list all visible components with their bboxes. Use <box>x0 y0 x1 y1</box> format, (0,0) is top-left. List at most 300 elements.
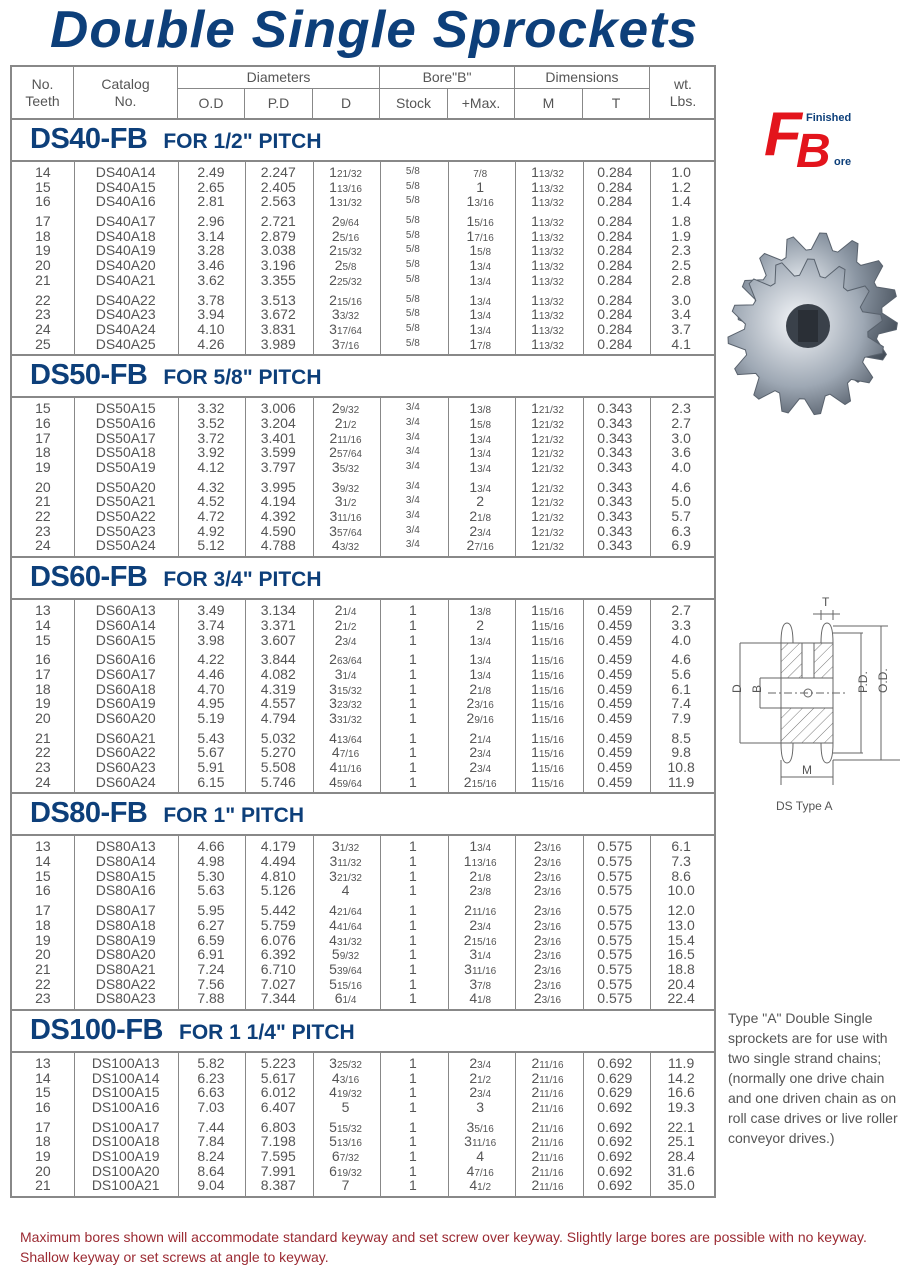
cell-m: 23/16 <box>533 867 562 884</box>
header-label: No. Teeth <box>25 75 60 109</box>
cell-t: 0.343 <box>597 414 633 431</box>
cell-pd: 6.012 <box>260 1084 296 1101</box>
cell-teeth: 18 <box>35 444 51 461</box>
label-m: M <box>802 763 812 777</box>
ds-type-a-diagram <box>728 590 900 820</box>
cell-pd: 3.196 <box>260 257 296 274</box>
cell-stock: 3/4 <box>405 416 420 428</box>
section-ds80-fb <box>12 794 714 1011</box>
cell-stock: 1 <box>408 867 417 884</box>
column-divider <box>583 836 584 1009</box>
cell-max: 13/4 <box>469 429 492 446</box>
cell-t: 0.575 <box>597 946 633 963</box>
cell-m: 121/32 <box>531 414 564 431</box>
header-od: O.D <box>178 89 245 118</box>
column-divider <box>74 398 75 556</box>
cell-teeth: 21 <box>35 1177 51 1194</box>
table-row <box>12 1164 714 1179</box>
cell-od: 3.74 <box>197 616 225 633</box>
cell-wt: 22.4 <box>667 990 695 1007</box>
cell-stock: 1 <box>408 916 417 933</box>
table-row <box>12 903 714 918</box>
table-row <box>12 947 714 962</box>
section-header <box>12 1011 714 1053</box>
cell-m: 211/16 <box>531 1177 564 1194</box>
cell-t: 0.284 <box>597 193 633 210</box>
cell-teeth: 19 <box>35 459 51 475</box>
column-divider <box>178 398 179 556</box>
table-row <box>12 854 714 869</box>
cell-pd: 5.746 <box>260 773 296 790</box>
cell-catalog: DS40A23 <box>95 306 156 323</box>
column-divider <box>74 162 75 354</box>
column-divider <box>178 1053 179 1196</box>
cell-pd: 4.179 <box>260 838 296 855</box>
cell-max: 13/4 <box>469 651 492 668</box>
cell-teeth: 16 <box>35 193 51 210</box>
cell-m: 115/16 <box>531 695 564 712</box>
cell-stock: 1 <box>408 616 417 633</box>
column-divider <box>74 600 75 792</box>
row-group <box>12 165 714 209</box>
cell-od: 7.88 <box>197 990 225 1007</box>
cell-t: 0.459 <box>597 729 633 746</box>
cell-stock: 3/4 <box>405 461 420 472</box>
cell-m: 211/16 <box>531 1133 564 1150</box>
cell-d: 321/32 <box>329 867 362 884</box>
cell-teeth: 19 <box>35 931 51 948</box>
cell-t: 0.459 <box>597 651 633 668</box>
table-row <box>12 538 714 553</box>
cell-stock: 1 <box>408 946 417 963</box>
cell-m: 211/16 <box>531 1099 564 1115</box>
cell-catalog: DS100A20 <box>91 1162 160 1179</box>
table-row <box>12 977 714 992</box>
cell-catalog: DS40A20 <box>95 257 156 274</box>
cell-m: 121/32 <box>531 493 564 510</box>
cell-catalog: DS60A23 <box>95 759 156 775</box>
cell-stock: 1 <box>408 602 417 619</box>
cell-catalog: DS50A18 <box>95 444 156 461</box>
column-divider <box>650 1053 651 1196</box>
cell-stock: 1 <box>408 665 417 682</box>
cell-pd: 6.392 <box>260 946 296 963</box>
cell-stock: 1 <box>408 882 417 899</box>
cell-pd: 4.794 <box>260 709 296 726</box>
table-row <box>12 696 714 711</box>
cell-teeth: 20 <box>35 257 51 274</box>
table-row <box>12 667 714 682</box>
cell-wt: 12.0 <box>667 902 695 919</box>
cell-wt: 2.8 <box>671 271 691 288</box>
cell-m: 115/16 <box>531 602 564 619</box>
cell-t: 0.284 <box>597 257 633 274</box>
column-divider <box>650 398 651 556</box>
cell-catalog: DS100A16 <box>91 1099 160 1115</box>
cell-teeth: 15 <box>35 1084 51 1101</box>
cell-t: 0.575 <box>597 902 633 919</box>
cell-stock: 1 <box>408 1069 417 1086</box>
cell-d: 7 <box>341 1177 350 1194</box>
cell-od: 3.98 <box>197 631 225 648</box>
cell-d: 4 <box>341 882 350 899</box>
column-divider <box>313 162 314 354</box>
cell-pd: 3.797 <box>260 459 296 475</box>
cell-od: 7.44 <box>197 1118 225 1135</box>
cell-catalog: DS60A13 <box>95 602 156 619</box>
cell-pd: 2.247 <box>260 164 296 180</box>
table-row <box>12 933 714 948</box>
cell-max: 23/4 <box>469 1054 492 1071</box>
column-divider <box>448 1053 449 1196</box>
header-label: wt. Lbs. <box>669 75 697 109</box>
cell-stock: 1 <box>408 902 417 919</box>
cell-d: 421/64 <box>329 902 362 919</box>
cell-d: 441/64 <box>329 916 362 933</box>
column-divider <box>583 600 584 792</box>
cell-teeth: 23 <box>35 759 51 775</box>
cell-stock: 1 <box>408 1177 417 1194</box>
cell-d: 47/16 <box>331 744 360 761</box>
cell-teeth: 21 <box>35 960 51 977</box>
cell-pd: 5.270 <box>260 744 296 761</box>
cell-catalog: DS40A25 <box>95 335 156 352</box>
cell-wt: 6.9 <box>671 537 691 554</box>
cell-od: 5.12 <box>197 537 225 554</box>
cell-pd: 3.038 <box>260 242 296 259</box>
cell-t: 0.459 <box>597 744 633 761</box>
cell-t: 0.284 <box>597 164 633 180</box>
cell-m: 121/32 <box>531 478 564 495</box>
cell-od: 3.46 <box>197 257 225 274</box>
cell-catalog: DS100A21 <box>91 1177 160 1194</box>
cell-m: 113/32 <box>531 178 564 195</box>
column-divider <box>515 398 516 556</box>
cell-pd: 3.006 <box>260 400 296 417</box>
cell-t: 0.575 <box>597 916 633 933</box>
column-divider <box>515 600 516 792</box>
cell-m: 115/16 <box>531 744 564 761</box>
table-row <box>12 1100 714 1115</box>
cell-max: 21/8 <box>469 508 492 525</box>
cell-catalog: DS40A22 <box>95 291 156 308</box>
cell-teeth: 16 <box>35 651 51 668</box>
cell-m: 211/16 <box>531 1084 564 1101</box>
table-row <box>12 194 714 209</box>
cell-stock: 1 <box>408 759 417 775</box>
cell-teeth: 15 <box>35 867 51 884</box>
column-divider <box>448 836 449 1009</box>
cell-catalog: DS80A14 <box>95 853 156 870</box>
cell-teeth: 22 <box>35 291 51 308</box>
cell-wt: 1.2 <box>671 178 691 195</box>
cell-stock: 3/4 <box>405 402 420 414</box>
cell-stock: 3/4 <box>405 510 420 522</box>
cell-m: 113/32 <box>531 306 564 323</box>
cell-d: 263/64 <box>329 651 362 668</box>
section-pitch: FOR 1 1/4" PITCH <box>179 1020 355 1044</box>
cell-teeth: 19 <box>35 695 51 712</box>
table-row <box>12 445 714 460</box>
cell-stock: 1 <box>408 975 417 992</box>
cell-od: 3.49 <box>197 602 225 619</box>
cell-pd: 4.810 <box>260 867 296 884</box>
table-row <box>12 652 714 667</box>
cell-catalog: DS50A20 <box>95 478 156 495</box>
cell-stock: 1 <box>408 1118 417 1135</box>
section-header <box>12 356 714 398</box>
cell-catalog: DS100A14 <box>91 1069 160 1086</box>
cell-teeth: 20 <box>35 946 51 963</box>
cell-m: 113/32 <box>531 320 564 337</box>
table-row <box>12 273 714 288</box>
column-divider <box>313 600 314 792</box>
cell-pd: 3.607 <box>260 631 296 648</box>
cell-m: 113/32 <box>531 193 564 210</box>
cell-m: 113/32 <box>531 227 564 244</box>
cell-teeth: 14 <box>35 1069 51 1086</box>
cell-catalog: DS50A22 <box>95 508 156 525</box>
cell-m: 121/32 <box>531 459 564 475</box>
cell-d: 225/32 <box>329 271 362 288</box>
cell-wt: 7.4 <box>671 695 691 712</box>
cell-stock: 5/8 <box>405 166 420 177</box>
cell-stock: 1 <box>408 838 417 855</box>
cell-max: 4 <box>476 1148 485 1165</box>
cell-wt: 35.0 <box>667 1177 695 1194</box>
cell-m: 121/32 <box>531 522 564 539</box>
cell-d: 211/16 <box>329 429 362 446</box>
cell-teeth: 22 <box>35 508 51 525</box>
cell-pd: 4.590 <box>260 522 296 539</box>
cell-d: 315/32 <box>329 680 362 697</box>
table-row <box>12 1134 714 1149</box>
cell-pd: 3.599 <box>260 444 296 461</box>
cell-t: 0.459 <box>597 695 633 712</box>
cell-wt: 4.0 <box>671 459 691 475</box>
cell-catalog: DS40A14 <box>95 164 156 180</box>
cell-t: 0.575 <box>597 990 633 1007</box>
cell-pd: 3.355 <box>260 271 296 288</box>
table-row <box>12 1085 714 1100</box>
row-group <box>12 480 714 553</box>
section-body <box>12 600 714 792</box>
cell-t: 0.343 <box>597 493 633 510</box>
cell-t: 0.575 <box>597 931 633 948</box>
cell-wt: 16.6 <box>667 1084 695 1101</box>
cell-t: 0.459 <box>597 709 633 726</box>
table-sections <box>12 120 714 1198</box>
column-divider <box>245 398 246 556</box>
header-dimensions: Dimensions <box>515 67 650 89</box>
cell-m: 113/32 <box>531 335 564 352</box>
cell-d: 311/16 <box>329 508 362 525</box>
cell-catalog: DS50A17 <box>95 429 156 446</box>
cell-max: 17/8 <box>469 335 492 352</box>
row-group <box>12 839 714 898</box>
cell-d: 317/64 <box>329 320 362 337</box>
cell-teeth: 18 <box>35 916 51 933</box>
cell-d: 121/32 <box>329 164 362 180</box>
table-row <box>12 962 714 977</box>
cell-catalog: DS60A21 <box>95 729 156 746</box>
cell-m: 23/16 <box>533 853 562 870</box>
cell-catalog: DS40A16 <box>95 193 156 210</box>
header-label: Catalog No. <box>101 75 150 109</box>
cell-m: 121/32 <box>531 444 564 461</box>
cell-wt: 2.7 <box>671 602 691 619</box>
section-code: DS40-FB <box>30 123 148 155</box>
cell-stock: 1 <box>408 695 417 712</box>
cell-catalog: DS60A15 <box>95 631 156 648</box>
column-divider <box>380 836 381 1009</box>
column-divider <box>583 398 584 556</box>
cell-wt: 3.0 <box>671 429 691 446</box>
section-ds50-fb <box>12 356 714 558</box>
cell-m: 113/32 <box>531 257 564 274</box>
cell-wt: 2.5 <box>671 257 691 274</box>
cell-od: 3.28 <box>197 242 225 259</box>
cell-od: 4.98 <box>197 853 225 870</box>
cell-max: 23/4 <box>469 744 492 761</box>
cell-d: 513/16 <box>329 1133 362 1150</box>
cell-max: 15/16 <box>466 213 494 230</box>
table-header <box>12 67 714 120</box>
cell-teeth: 25 <box>35 335 51 352</box>
cell-stock: 3/4 <box>405 446 420 458</box>
cell-d: 21/4 <box>334 602 357 619</box>
cell-t: 0.459 <box>597 680 633 697</box>
cell-d: 23/4 <box>334 631 357 648</box>
cell-catalog: DS50A16 <box>95 414 156 431</box>
table-row <box>12 307 714 322</box>
cell-wt: 7.3 <box>671 853 691 870</box>
cell-max: 29/16 <box>466 709 494 726</box>
cell-pd: 2.721 <box>260 213 296 230</box>
cell-teeth: 22 <box>35 744 51 761</box>
column-divider <box>178 162 179 354</box>
cell-od: 8.64 <box>197 1162 225 1179</box>
cell-wt: 31.6 <box>667 1162 695 1179</box>
cell-max: 13/16 <box>466 193 494 210</box>
cell-t: 0.343 <box>597 400 633 417</box>
cell-d: 413/64 <box>329 729 362 746</box>
cell-wt: 8.5 <box>671 729 691 746</box>
cell-pd: 2.879 <box>260 227 296 244</box>
cell-stock: 5/8 <box>405 308 420 320</box>
cell-od: 7.56 <box>197 975 225 992</box>
cell-max: 23/8 <box>469 882 492 899</box>
cell-teeth: 17 <box>35 665 51 682</box>
cell-wt: 16.5 <box>667 946 695 963</box>
cell-teeth: 18 <box>35 680 51 697</box>
cell-teeth: 17 <box>35 213 51 230</box>
row-group <box>12 401 714 474</box>
cell-catalog: DS100A13 <box>91 1054 160 1071</box>
row-group <box>12 1120 714 1193</box>
cell-max: 47/16 <box>466 1162 494 1179</box>
cell-wt: 19.3 <box>667 1099 695 1115</box>
cell-catalog: DS50A21 <box>95 493 156 510</box>
cell-t: 0.692 <box>597 1133 633 1150</box>
cell-stock: 1 <box>408 631 417 648</box>
table-row <box>12 1120 714 1135</box>
cell-od: 3.92 <box>197 444 225 461</box>
cell-max: 13/4 <box>469 444 492 461</box>
cell-stock: 5/8 <box>405 229 420 241</box>
cell-stock: 1 <box>408 853 417 870</box>
column-divider <box>650 836 651 1009</box>
table-row <box>12 480 714 495</box>
cell-max: 13/4 <box>469 271 492 288</box>
cell-od: 2.81 <box>197 193 225 210</box>
table-row <box>12 416 714 431</box>
cell-pd: 5.442 <box>260 902 296 919</box>
cell-catalog: DS80A23 <box>95 990 156 1007</box>
column-divider <box>650 162 651 354</box>
cell-t: 0.629 <box>597 1084 633 1101</box>
cell-max: 13/4 <box>469 665 492 682</box>
cell-teeth: 21 <box>35 729 51 746</box>
table-row <box>12 682 714 697</box>
cell-d: 539/64 <box>329 960 362 977</box>
column-divider <box>245 600 246 792</box>
cell-wt: 6.1 <box>671 838 691 855</box>
cell-m: 211/16 <box>531 1148 564 1165</box>
label-od: O.D. <box>876 668 890 693</box>
column-divider <box>515 162 516 354</box>
cell-max: 211/16 <box>464 902 497 919</box>
cell-wt: 3.6 <box>671 444 691 461</box>
cell-pd: 4.319 <box>260 680 296 697</box>
cell-catalog: DS60A20 <box>95 709 156 726</box>
cell-od: 3.78 <box>197 291 225 308</box>
cell-od: 4.95 <box>197 695 225 712</box>
cell-stock: 1 <box>408 1054 417 1071</box>
cell-m: 23/16 <box>533 975 562 992</box>
cell-catalog: DS50A19 <box>95 459 156 475</box>
cell-t: 0.284 <box>597 271 633 288</box>
logo-f: F <box>764 100 802 169</box>
cell-d: 43/32 <box>331 537 360 554</box>
cell-teeth: 18 <box>35 1133 51 1150</box>
cell-d: 25/8 <box>334 257 357 274</box>
cell-m: 211/16 <box>531 1162 564 1179</box>
cell-max: 13/4 <box>469 631 492 648</box>
cell-stock: 1 <box>408 709 417 726</box>
cell-teeth: 17 <box>35 902 51 919</box>
cell-max: 23/4 <box>469 1084 492 1101</box>
cell-wt: 2.3 <box>671 242 691 259</box>
cell-catalog: DS60A16 <box>95 651 156 668</box>
cell-t: 0.284 <box>597 320 633 337</box>
table-row <box>12 1056 714 1071</box>
table-row <box>12 1178 714 1193</box>
cell-catalog: DS100A18 <box>91 1133 160 1150</box>
column-divider <box>448 162 449 354</box>
cell-teeth: 13 <box>35 838 51 855</box>
table-row <box>12 633 714 648</box>
finished-bore-logo <box>762 95 872 170</box>
section-pitch: FOR 3/4" PITCH <box>163 568 322 592</box>
column-divider <box>583 1053 584 1196</box>
table-row <box>12 243 714 258</box>
column-divider <box>178 836 179 1009</box>
cell-od: 4.12 <box>197 459 225 475</box>
cell-wt: 4.6 <box>671 478 691 495</box>
cell-t: 0.343 <box>597 522 633 539</box>
table-row <box>12 509 714 524</box>
